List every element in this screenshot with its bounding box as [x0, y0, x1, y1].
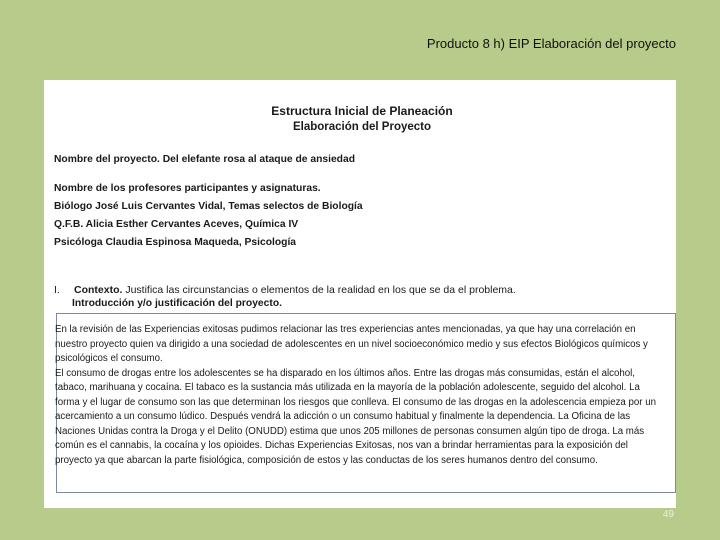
teacher-line: Biólogo José Luis Cervantes Vidal, Temas selectos de Biología [54, 201, 363, 212]
teacher-line: Q.F.B. Alicia Esther Cervantes Aceves, Química IV [54, 219, 299, 230]
teachers-label: Nombre de los profesores participantes y asignaturas. [54, 183, 321, 194]
context-number: I. [54, 284, 60, 296]
intro-text [55, 323, 665, 468]
intro-paragraph: En la revisión de las Experiencias exitosas pudimos relacionar las tres experiencias antes mencionadas, ya que hay una correlación en nuestro proyecto quien va dirigido a una sociedad de adolescentes en un nivel socioeconómico medio y sus efectos Biológicos químicos y psicológicos el consumo. [55, 324, 648, 364]
intro-label: Introducción y/o justificación del proyecto. [72, 298, 282, 309]
context-text: Justifica las circunstancias o elementos de la realidad en los que se da el problema. [122, 284, 516, 296]
context-label: Contexto. [74, 284, 123, 296]
page-number: 49 [662, 509, 674, 520]
slide-title: Producto 8 h) EIP Elaboración del proyecto [426, 36, 676, 51]
project-name: Nombre del proyecto. Del elefante rosa al ataque de ansiedad [54, 154, 355, 165]
document-heading: Estructura Inicial de Planeación [271, 104, 453, 118]
document-page [44, 80, 676, 508]
teacher-line: Psicóloga Claudia Espinosa Maqueda, Psicología [54, 237, 297, 248]
context-line [74, 284, 516, 296]
document-subheading: Elaboración del Proyecto [292, 121, 432, 133]
intro-paragraph: El consumo de drogas entre los adolescentes se ha disparado en los últimos años. Entre las drogas más consumidas, están el alcohol, tabaco, marihuana y cocaína. El tabaco es la sustancia más utilizada en la mayoría de la población adolescente, seguido del alcohol. La forma y el lugar de consumo son las que determinan los riesgos que conlleva. El consumo de las drogas en la adolescencia empieza por un acercamiento a un consumo lúdico. Después vendrá la adicción o un consumo habitual y finalmente la dependencia. La Oficina de las Naciones Unidas contra la Droga y el Delito (ONUDD) estima que unos 205 millones de personas consumen algún tipo de droga. La más común es el cannabis, la cocaína y los opioides. Dichas Experiencias Exitosas, nos van a brindar herramientas para la exposición del proyecto ya que abarcan la parte fisiológica, composición de estos y las conductas de los seres humanos dentro del consumo. [55, 367, 656, 466]
